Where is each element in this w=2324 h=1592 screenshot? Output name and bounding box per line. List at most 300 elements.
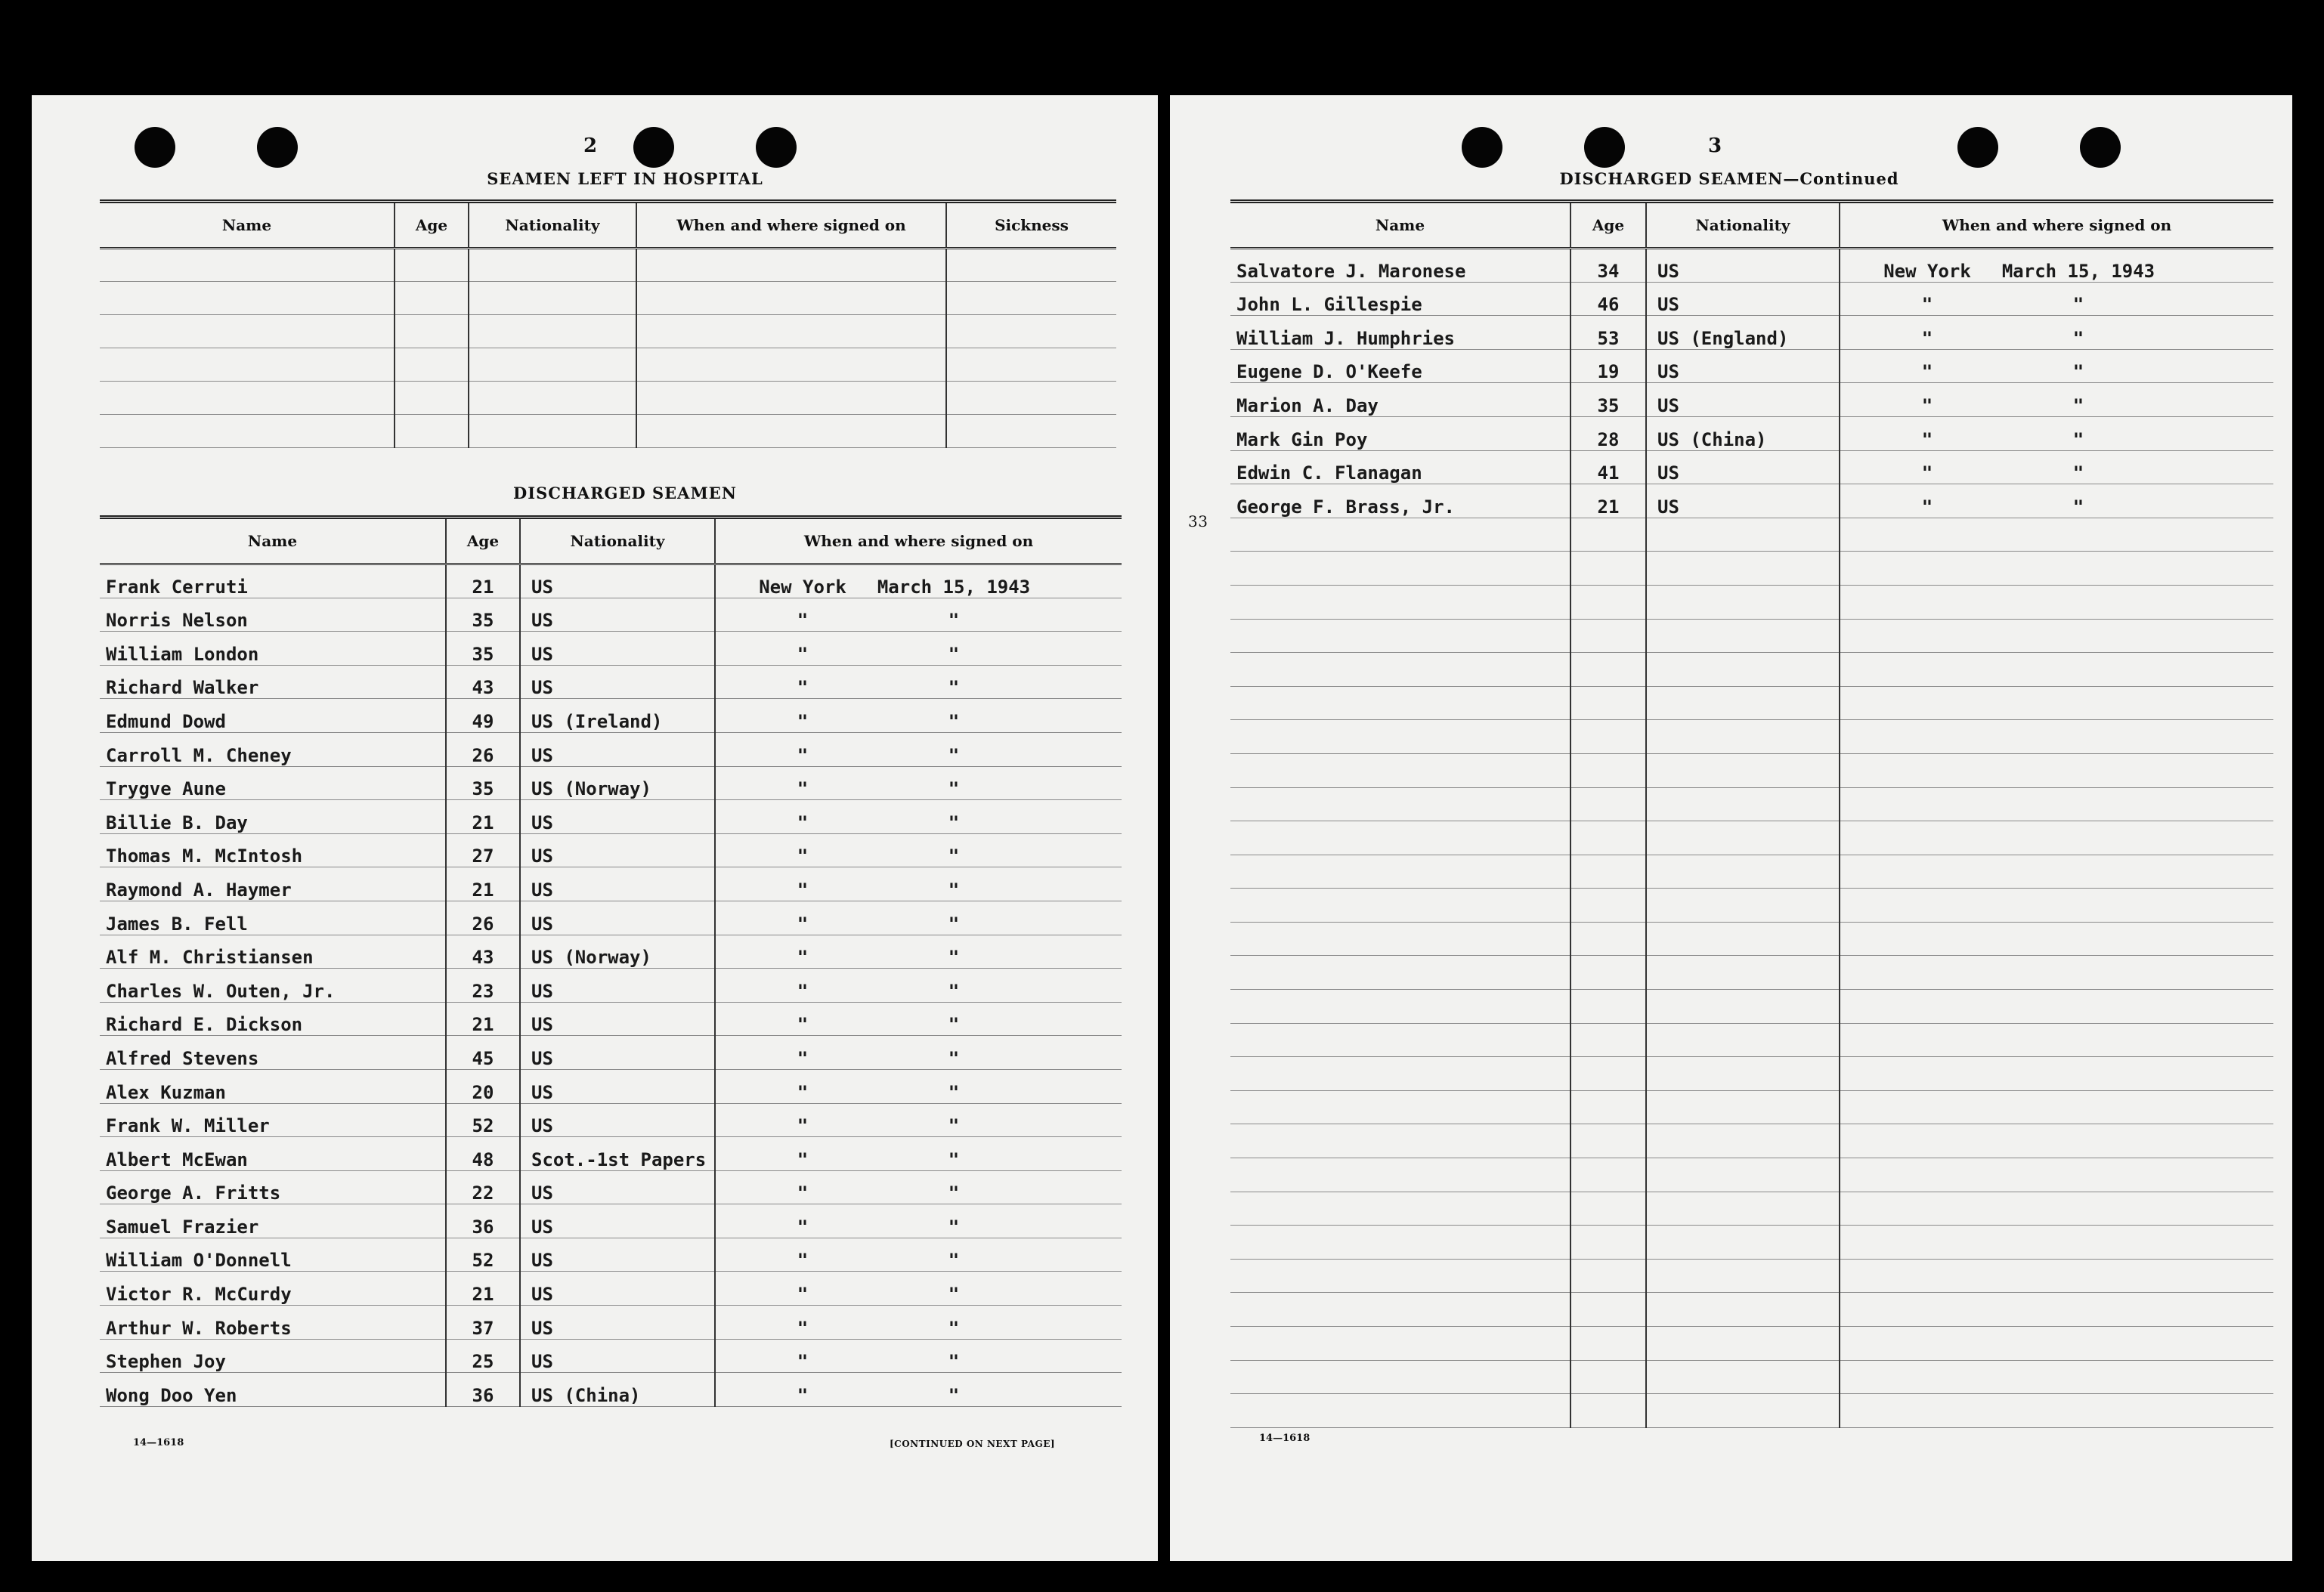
signed-on-date: " — [2072, 462, 2084, 484]
table-row — [1230, 552, 2273, 586]
table-cell — [395, 249, 469, 282]
table-cell: US (England) — [1646, 316, 1840, 350]
table-cell: 21 — [446, 1272, 520, 1306]
punch-hole — [2080, 127, 2121, 168]
table-row — [1230, 787, 2273, 821]
table-cell — [1646, 720, 1840, 754]
table-row — [100, 1238, 1122, 1272]
table-row — [1230, 1192, 2273, 1226]
table-cell — [946, 348, 1116, 382]
form-number: 14—1618 — [133, 1437, 184, 1448]
table-cell: Samuel Frazier — [100, 1204, 446, 1238]
table-cell — [1570, 922, 1646, 956]
table-row — [1230, 585, 2273, 619]
table-cell — [1230, 686, 1570, 720]
table-row — [100, 348, 1116, 382]
column-header: When and where signed on — [1840, 202, 2273, 249]
table-cell: US — [520, 833, 715, 867]
signed-on-place: " — [797, 980, 809, 1002]
table-cell: US — [520, 564, 715, 598]
table-cell — [1840, 1023, 2273, 1057]
table-cell: Victor R. McCurdy — [100, 1272, 446, 1306]
table-cell — [1646, 1023, 1840, 1057]
table-cell: William London — [100, 632, 446, 666]
table-cell: Eugene D. O'Keefe — [1230, 349, 1570, 383]
table-cell — [715, 1204, 1122, 1238]
table-cell — [1570, 585, 1646, 619]
signed-on-place: " — [797, 1148, 809, 1170]
table-cell: 26 — [446, 732, 520, 766]
table-cell — [1646, 1394, 1840, 1428]
signed-on-date: March 15, 1943 — [877, 576, 1031, 598]
signed-on-date: " — [948, 879, 960, 901]
table-cell — [1646, 653, 1840, 687]
column-header: When and where signed on — [715, 518, 1122, 564]
table-cell — [1840, 349, 2273, 383]
signed-on-place: " — [797, 1284, 809, 1306]
table-cell — [1570, 1293, 1646, 1327]
signed-on-date: " — [948, 845, 960, 867]
signed-on-place: " — [797, 845, 809, 867]
table-row — [100, 665, 1122, 699]
table-cell — [1646, 1360, 1840, 1394]
table-cell: US — [520, 1002, 715, 1036]
punch-hole — [756, 127, 797, 168]
table-cell — [1840, 686, 2273, 720]
table-cell: Richard Walker — [100, 665, 446, 699]
table-cell — [1646, 787, 1840, 821]
table-row — [100, 935, 1122, 969]
table-cell — [946, 382, 1116, 415]
signed-on-place: " — [797, 947, 809, 969]
table-cell: Billie B. Day — [100, 800, 446, 834]
signed-on-place: " — [797, 710, 809, 732]
table-cell — [1646, 922, 1840, 956]
table-cell — [1570, 1090, 1646, 1124]
table-cell — [1230, 552, 1570, 586]
table-cell — [1646, 1124, 1840, 1158]
table-row — [1230, 956, 2273, 990]
table-cell — [715, 935, 1122, 969]
table-cell: William O'Donnell — [100, 1238, 446, 1272]
table-row — [100, 1069, 1122, 1103]
table-cell — [100, 382, 395, 415]
table-cell — [1840, 316, 2273, 350]
table-cell — [1646, 619, 1840, 653]
table-cell: US — [520, 969, 715, 1003]
table-cell — [1570, 889, 1646, 923]
table-row — [1230, 1090, 2273, 1124]
table-cell — [1230, 1259, 1570, 1293]
table-cell: 35 — [446, 598, 520, 632]
table-cell — [715, 1137, 1122, 1171]
table-row — [1230, 1057, 2273, 1091]
table-cell — [1646, 1293, 1840, 1327]
signed-on-date: " — [948, 778, 960, 800]
table-cell — [1230, 1394, 1570, 1428]
hospital-section-title: SEAMEN LEFT IN HOSPITAL — [487, 169, 763, 188]
table-cell: 53 — [1570, 316, 1646, 350]
table-cell: 52 — [446, 1238, 520, 1272]
signed-on-place: " — [797, 744, 809, 766]
punch-hole — [257, 127, 298, 168]
signed-on-place: " — [797, 778, 809, 800]
signed-on-place: " — [1921, 327, 1933, 349]
table-cell — [1646, 1158, 1840, 1192]
table-cell — [1570, 653, 1646, 687]
signed-on-date: " — [948, 677, 960, 699]
table-cell — [1570, 518, 1646, 552]
table-row — [1230, 484, 2273, 518]
signed-on-place: " — [1921, 294, 1933, 316]
table-cell — [636, 315, 946, 348]
signed-on-date: " — [948, 610, 960, 632]
table-cell: Trygve Aune — [100, 766, 446, 800]
table-cell — [469, 282, 636, 315]
table-cell: US — [520, 901, 715, 935]
table-cell — [1840, 484, 2273, 518]
table-cell — [1570, 956, 1646, 990]
table-cell: 49 — [446, 699, 520, 733]
column-header: When and where signed on — [636, 202, 946, 249]
table-row — [1230, 889, 2273, 923]
punch-hole — [1462, 127, 1502, 168]
table-cell — [469, 249, 636, 282]
table-cell: 46 — [1570, 282, 1646, 316]
table-cell: 36 — [446, 1373, 520, 1407]
table-cell — [395, 348, 469, 382]
table-cell — [715, 766, 1122, 800]
table-cell: US (Ireland) — [520, 699, 715, 733]
table-cell — [715, 598, 1122, 632]
table-cell: US — [520, 867, 715, 901]
table-cell: 35 — [446, 632, 520, 666]
table-cell — [1646, 889, 1840, 923]
table-row — [1230, 653, 2273, 687]
table-row — [100, 1373, 1122, 1407]
table-row — [100, 867, 1122, 901]
hospital-table — [100, 199, 1116, 448]
table-cell: George F. Brass, Jr. — [1230, 484, 1570, 518]
signed-on-date: " — [2072, 496, 2084, 518]
table-row — [1230, 619, 2273, 653]
table-cell — [1840, 720, 2273, 754]
table-cell — [1230, 518, 1570, 552]
table-cell — [1230, 1023, 1570, 1057]
table-cell — [1570, 1124, 1646, 1158]
table-cell — [715, 1069, 1122, 1103]
table-cell: Frank W. Miller — [100, 1103, 446, 1137]
table-cell: Norris Nelson — [100, 598, 446, 632]
table-cell: 48 — [446, 1137, 520, 1171]
signed-on-place: " — [797, 1351, 809, 1373]
table-cell: Alex Kuzman — [100, 1069, 446, 1103]
table-cell: US — [520, 1103, 715, 1137]
signed-on-date: " — [948, 1148, 960, 1170]
table-cell — [1570, 1192, 1646, 1226]
page-number: 2 — [583, 134, 598, 157]
table-cell: 27 — [446, 833, 520, 867]
table-cell — [715, 833, 1122, 867]
table-cell — [1840, 249, 2273, 283]
discharged-continued-title: DISCHARGED SEAMEN—Continued — [1559, 169, 1899, 188]
table-cell — [1840, 416, 2273, 450]
table-cell — [395, 382, 469, 415]
column-header: Name — [221, 216, 272, 234]
table-row — [1230, 1360, 2273, 1394]
signed-on-place: " — [797, 1115, 809, 1137]
table-cell — [1840, 990, 2273, 1024]
table-row — [1230, 1394, 2273, 1428]
table-cell: Mark Gin Poy — [1230, 416, 1570, 450]
table-cell: 36 — [446, 1204, 520, 1238]
table-cell — [1230, 956, 1570, 990]
table-cell — [1230, 922, 1570, 956]
table-cell — [1570, 787, 1646, 821]
table-cell: US — [1646, 282, 1840, 316]
table-cell — [1570, 619, 1646, 653]
table-cell — [395, 315, 469, 348]
continued-note: [CONTINUED ON NEXT PAGE] — [890, 1439, 1056, 1449]
table-cell: US — [520, 598, 715, 632]
table-cell — [469, 348, 636, 382]
table-cell — [1230, 720, 1570, 754]
table-cell — [1230, 821, 1570, 855]
table-row — [100, 833, 1122, 867]
discharged-table — [100, 515, 1122, 1407]
table-cell — [1840, 1057, 2273, 1091]
table-cell: 21 — [446, 1002, 520, 1036]
table-cell: Marion A. Day — [1230, 383, 1570, 417]
left-page — [32, 95, 1158, 1561]
signed-on-place: " — [797, 1216, 809, 1238]
table-cell: Salvatore J. Maronese — [1230, 249, 1570, 283]
table-cell: US (Norway) — [520, 766, 715, 800]
table-cell: George A. Fritts — [100, 1170, 446, 1204]
table-cell: Edwin C. Flanagan — [1230, 450, 1570, 484]
table-cell: US — [520, 1069, 715, 1103]
table-cell — [636, 348, 946, 382]
table-cell: US — [520, 1339, 715, 1373]
table-cell — [1840, 787, 2273, 821]
table-cell — [1840, 619, 2273, 653]
table-row — [1230, 349, 2273, 383]
signed-on-place: " — [797, 1384, 809, 1406]
table-cell — [715, 1373, 1122, 1407]
column-header: Nationality — [469, 202, 636, 249]
table-cell: Thomas M. McIntosh — [100, 833, 446, 867]
signed-on-date: " — [2072, 428, 2084, 450]
punch-hole — [1957, 127, 1998, 168]
table-row — [100, 901, 1122, 935]
table-cell — [715, 632, 1122, 666]
table-row — [1230, 753, 2273, 787]
table-cell: 22 — [446, 1170, 520, 1204]
table-cell — [1570, 1360, 1646, 1394]
table-cell: US — [520, 1306, 715, 1340]
table-cell — [469, 315, 636, 348]
table-cell: Wong Doo Yen — [100, 1373, 446, 1407]
table-cell: US — [1646, 249, 1840, 283]
table-cell: US (China) — [520, 1373, 715, 1407]
table-cell — [715, 867, 1122, 901]
table-cell: US — [520, 1204, 715, 1238]
table-cell — [469, 415, 636, 448]
table-cell — [1570, 821, 1646, 855]
table-cell: Raymond A. Haymer — [100, 867, 446, 901]
signed-on-place: " — [797, 610, 809, 632]
table-cell: US — [520, 1272, 715, 1306]
punch-hole — [135, 127, 175, 168]
table-cell — [1840, 552, 2273, 586]
signed-on-place: " — [1921, 428, 1933, 450]
table-row — [1230, 990, 2273, 1024]
column-header: Age — [1570, 202, 1646, 249]
table-cell — [1230, 889, 1570, 923]
table-row — [100, 632, 1122, 666]
table-cell: US — [520, 800, 715, 834]
signed-on-date: " — [948, 1081, 960, 1103]
table-cell — [715, 1272, 1122, 1306]
table-cell — [395, 415, 469, 448]
column-header: Name — [247, 532, 298, 550]
signed-on-date: " — [948, 1250, 960, 1272]
signed-on-place: " — [797, 1014, 809, 1036]
table-cell: James B. Fell — [100, 901, 446, 935]
table-cell — [636, 249, 946, 282]
table-cell — [1230, 1124, 1570, 1158]
table-cell — [1840, 1226, 2273, 1260]
table-cell — [1646, 855, 1840, 889]
table-cell — [1646, 1192, 1840, 1226]
signed-on-date: " — [948, 1014, 960, 1036]
table-row — [100, 1306, 1122, 1340]
table-cell: Stephen Joy — [100, 1339, 446, 1373]
table-cell — [395, 282, 469, 315]
table-cell — [1646, 753, 1840, 787]
table-cell — [1646, 1090, 1840, 1124]
table-cell — [1230, 1057, 1570, 1091]
signed-on-place: " — [797, 879, 809, 901]
table-row — [100, 1170, 1122, 1204]
table-cell — [1840, 653, 2273, 687]
table-cell — [1230, 1226, 1570, 1260]
table-cell — [1840, 450, 2273, 484]
table-cell — [100, 315, 395, 348]
table-cell — [636, 282, 946, 315]
table-cell: Charles W. Outen, Jr. — [100, 969, 446, 1003]
signed-on-date: " — [948, 1047, 960, 1069]
table-cell — [1230, 1360, 1570, 1394]
table-cell — [1840, 1360, 2273, 1394]
table-row — [1230, 282, 2273, 316]
table-cell: US — [520, 1170, 715, 1204]
table-cell — [1230, 787, 1570, 821]
table-cell: US — [1646, 383, 1840, 417]
signed-on-date: " — [948, 643, 960, 665]
table-cell — [1840, 1192, 2273, 1226]
table-cell: 37 — [446, 1306, 520, 1340]
table-cell — [1840, 1394, 2273, 1428]
table-cell — [1230, 653, 1570, 687]
signed-on-date: " — [948, 744, 960, 766]
table-cell — [1646, 990, 1840, 1024]
discharged-section-title: DISCHARGED SEAMEN — [513, 484, 737, 502]
table-cell — [1230, 619, 1570, 653]
table-cell: John L. Gillespie — [1230, 282, 1570, 316]
table-cell — [1570, 990, 1646, 1024]
table-cell: 34 — [1570, 249, 1646, 283]
form-number: 14—1618 — [1259, 1433, 1311, 1444]
signed-on-place: " — [797, 913, 809, 935]
table-row — [1230, 1158, 2273, 1192]
signed-on-date: " — [2072, 327, 2084, 349]
table-row — [100, 969, 1122, 1003]
signed-on-date: " — [948, 710, 960, 732]
table-cell — [1646, 552, 1840, 586]
table-cell — [1840, 753, 2273, 787]
table-row — [100, 1339, 1122, 1373]
signed-on-place: " — [797, 1182, 809, 1204]
table-cell: 26 — [446, 901, 520, 935]
signed-on-place: " — [797, 1250, 809, 1272]
table-cell: 21 — [1570, 484, 1646, 518]
table-cell: 23 — [446, 969, 520, 1003]
table-cell: 20 — [446, 1069, 520, 1103]
signed-on-date: " — [2072, 394, 2084, 416]
signed-on-place: " — [1921, 394, 1933, 416]
punch-hole — [633, 127, 674, 168]
table-cell: 28 — [1570, 416, 1646, 450]
table-cell — [1840, 1327, 2273, 1361]
table-cell — [1840, 585, 2273, 619]
table-cell — [1646, 1226, 1840, 1260]
table-cell — [715, 901, 1122, 935]
table-row — [1230, 416, 2273, 450]
table-cell — [1646, 1327, 1840, 1361]
table-cell — [100, 282, 395, 315]
table-row — [1230, 720, 2273, 754]
table-cell — [636, 382, 946, 415]
table-cell — [1840, 1124, 2273, 1158]
table-cell: Alfred Stevens — [100, 1036, 446, 1070]
table-cell — [1570, 1158, 1646, 1192]
table-row — [100, 732, 1122, 766]
table-cell — [1230, 1090, 1570, 1124]
table-cell — [1840, 282, 2273, 316]
table-cell — [469, 382, 636, 415]
table-cell — [715, 1339, 1122, 1373]
table-row — [100, 598, 1122, 632]
table-cell — [715, 699, 1122, 733]
table-cell: 35 — [1570, 383, 1646, 417]
table-row — [100, 699, 1122, 733]
table-cell — [715, 564, 1122, 598]
page-number: 3 — [1708, 134, 1722, 157]
table-cell — [100, 249, 395, 282]
table-cell — [636, 415, 946, 448]
table-cell — [1840, 383, 2273, 417]
table-cell — [1570, 720, 1646, 754]
table-cell — [1570, 1057, 1646, 1091]
margin-note: 33 — [1188, 512, 1208, 530]
signed-on-place: " — [797, 677, 809, 699]
table-cell — [1840, 821, 2273, 855]
column-header: Nationality — [520, 518, 715, 564]
signed-on-date: March 15, 1943 — [2001, 260, 2155, 282]
table-row — [1230, 1259, 2273, 1293]
table-cell — [100, 348, 395, 382]
